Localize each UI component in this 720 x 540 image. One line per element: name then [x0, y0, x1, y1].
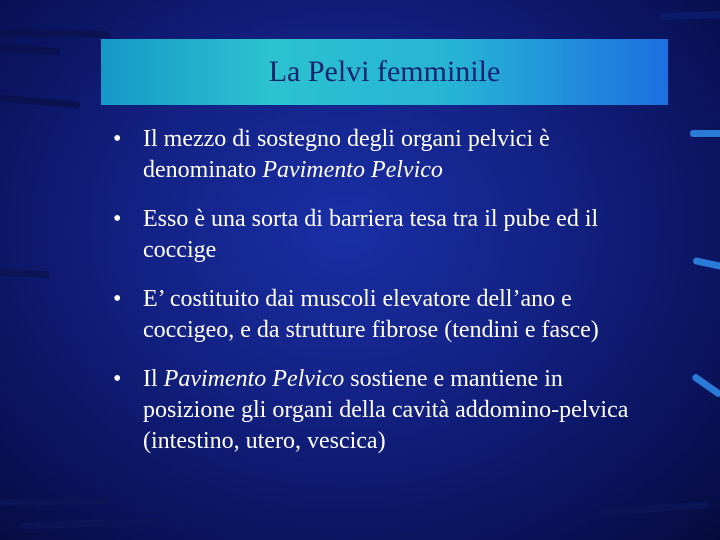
bullet-item: [113, 124, 633, 186]
bullet-marker: •: [113, 366, 122, 392]
decorative-stripe: [600, 501, 710, 516]
decorative-stripe: [20, 518, 160, 530]
bullet-item: [113, 204, 633, 266]
decorative-stripe: [0, 95, 80, 109]
decorative-stripe: [691, 373, 720, 398]
bullet-marker: •: [113, 286, 122, 312]
title-bar: [101, 39, 668, 105]
bullet-item: [113, 364, 633, 457]
bullet-text: Il mezzo di sostegno degli organi pelvici è denominato: [143, 126, 550, 183]
bullet-list: [113, 124, 633, 475]
decorative-stripe: [660, 11, 720, 20]
bullet-item: [113, 284, 633, 346]
decorative-stripe: [693, 257, 720, 270]
bullet-text: sostiene e mantiene in posizione gli organi della cavità addomino-pelvica (intestino, utero, vescica): [143, 366, 629, 454]
bullet-text: E’ costituito dai muscoli elevatore dell’ano e coccigeo, e da strutture fibrose (tendini e fasce): [143, 286, 599, 343]
slide-title: La Pelvi femminile: [268, 55, 501, 88]
decorative-stripe: [690, 130, 720, 137]
bullet-text-italic: Pavimento Pelvico: [262, 157, 443, 183]
bullet-text: Esso è una sorta di barriera tesa tra il pube ed il coccige: [143, 206, 599, 263]
bullet-marker: •: [113, 206, 122, 232]
decorative-stripe: [0, 29, 110, 38]
bullet-text: Il: [143, 366, 164, 392]
bullet-text-italic: Pavimento Pelvico: [163, 366, 345, 392]
decorative-stripe: [0, 497, 110, 506]
bullet-marker: •: [113, 126, 122, 152]
decorative-stripe: [0, 44, 60, 55]
decorative-stripe: [0, 269, 50, 279]
